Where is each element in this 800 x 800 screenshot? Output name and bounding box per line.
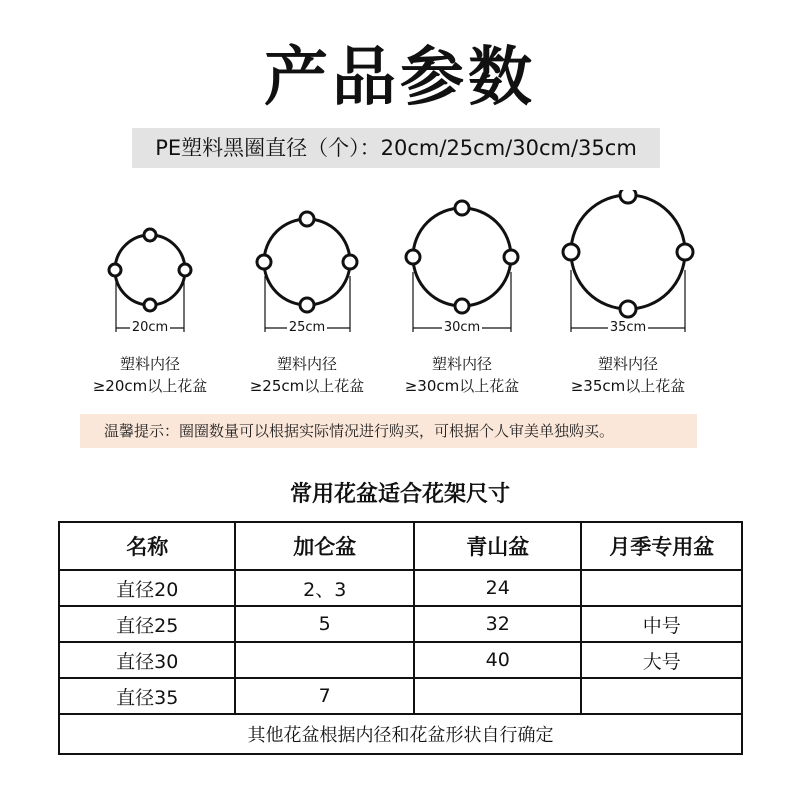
table-cell: 大号 [581, 642, 742, 678]
header-cell: 加仑盆 [235, 522, 413, 570]
ring-25-graphic [257, 212, 357, 332]
ring-caption-line2: ≥25cm以上花盆 [249, 377, 365, 395]
table-cell: 5 [235, 606, 413, 642]
table-cell: 直径20 [59, 570, 235, 606]
table-cell: 直径30 [59, 642, 235, 678]
ring-caption-line1: 塑料内径 [597, 355, 658, 373]
table-cell: 中号 [581, 606, 742, 642]
table-cell: 40 [414, 642, 582, 678]
table-footer-row [59, 714, 742, 754]
ring-caption-line1: 塑料内径 [431, 355, 492, 373]
table-cell: 7 [235, 678, 413, 714]
ring-dim-label [65, 318, 235, 338]
ring-30-graphic [406, 201, 518, 332]
ring-35-graphic [563, 190, 693, 332]
table-cell: 24 [414, 570, 582, 606]
size-table [58, 521, 743, 755]
header-cell: 名称 [59, 522, 235, 570]
ring-dim-text: 35cm [609, 320, 647, 335]
ring-caption-line1: 塑料内径 [276, 355, 337, 373]
table-cell [581, 678, 742, 714]
table-header-row [59, 522, 742, 570]
table-cell: 2、3 [235, 570, 413, 606]
table-cell: 直径25 [59, 606, 235, 642]
table-cell [581, 570, 742, 606]
table-title: 常用花盆适合花架尺寸 [289, 482, 510, 507]
table-row [59, 642, 742, 678]
ring-caption-line2: ≥20cm以上花盆 [92, 377, 208, 395]
tip-banner: 温馨提示：圈圈数量可以根据实际情况进行购买，可根据个人审美单独购买。 [80, 414, 697, 448]
table-row [59, 570, 742, 606]
table-cell: 32 [414, 606, 582, 642]
ring-dim-text: 25cm [288, 320, 326, 335]
ring-20-graphic [109, 229, 191, 332]
ring-dim-text: 20cm [131, 320, 169, 335]
ring-caption-line1: 塑料内径 [119, 355, 180, 373]
table-cell [235, 642, 413, 678]
ring-dim-text: 30cm [443, 320, 481, 335]
ring-caption-line2: ≥35cm以上花盆 [570, 377, 686, 395]
table-row [59, 606, 742, 642]
table-cell [414, 678, 582, 714]
page-title: 产品参数 [264, 41, 536, 115]
table-row [59, 678, 742, 714]
ring-dim-label [377, 318, 547, 338]
table-footer-note: 其他花盆根据内径和花盆形状自行确定 [59, 714, 742, 754]
header-cell: 月季专用盆 [581, 522, 742, 570]
ring-dim-label [222, 318, 392, 338]
header-cell: 青山盆 [414, 522, 582, 570]
ring-caption-line2: ≥30cm以上花盆 [404, 377, 520, 395]
table-cell: 直径35 [59, 678, 235, 714]
spec-bar: PE塑料黑圈直径（个）：20cm/25cm/30cm/35cm [132, 128, 660, 168]
ring-dim-label [543, 318, 713, 338]
